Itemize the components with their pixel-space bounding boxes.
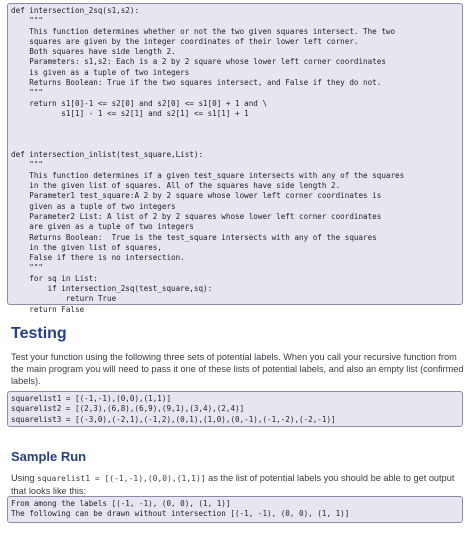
code-functions-text: def intersection_2sq(s1,s2): """ This function determines whether or not the two given squares intersect. The two squares are given by the integer coordinates of their lower left corner. Both squares have side length 2. Parameters: s1,s2: Each is a 2 by 2 square whose lower left corner coordinates is given as a tuple of two integers Returns Boolean: True if the two squares intersect, and False if they do not. """ return s1[0]-1 <= s2[0] and s2[0] <= s1[0] + 1 and \ s1[1] - 1 <= s2[1] and s2[1] <= s1[1] + 1 def intersection_inlist(test_square,List): """ This function determines if a given test_square intersects with any of the squares in the given list of squares. All of the squares have side length 2. Parameter1 test_square:A 2 by 2 square whose lower left corner coordinates is given as a tuple of two integers Parameter2 List: A list of 2 by 2 squares whose lower left corner coordinates are given as a tuple of two integers Returns Boolean: True is the test_square intersects with any of the squares in the given list of squares, False if there is no intersection. """ for sq in List: if intersection_2sq(test_square,sq): return True return False [11, 6, 405, 314]
code-block-square-lists [7, 391, 463, 427]
code-square-lists-text: squarelist1 = [(-1,-1),(0,0),(1,1)] squarelist2 = [(2,3),(6,8),(6,9),(9,1),(3,4),(2,4)] squarelist3 = [(-3,0),(-2,1),(-1,2),(0,1),(1,0),(0,-1),(-1,-2),(-2,-1)] [11, 394, 336, 424]
code-block-functions [7, 3, 463, 314]
code-block-sample-output [7, 496, 463, 523]
sample-run-text-after: as the list of potential labels you should be able to get output that looks like this: [11, 473, 455, 496]
testing-paragraph: Test your function using the following three sets of potential labels. When you call your recursive function from the main program you will need to pass it one of these lists of potential labels, and also an empty list (confirmed labels). [11, 352, 464, 386]
sample-run-paragraph [11, 472, 465, 497]
sample-run-inline-code: squarelist1 = [(-1,-1),(0,0),(1,1)] [37, 474, 206, 483]
sample-run-heading: Sample Run [11, 449, 87, 464]
code-sample-output-text: From among the labels [(-1, -1), (0, 0), (1, 1)] The following can be drawn without intersection [(-1, -1), (0, 0), (1, 1)] [11, 499, 350, 519]
testing-heading: Testing [11, 325, 67, 342]
sample-run-text-before: Using [11, 473, 38, 483]
